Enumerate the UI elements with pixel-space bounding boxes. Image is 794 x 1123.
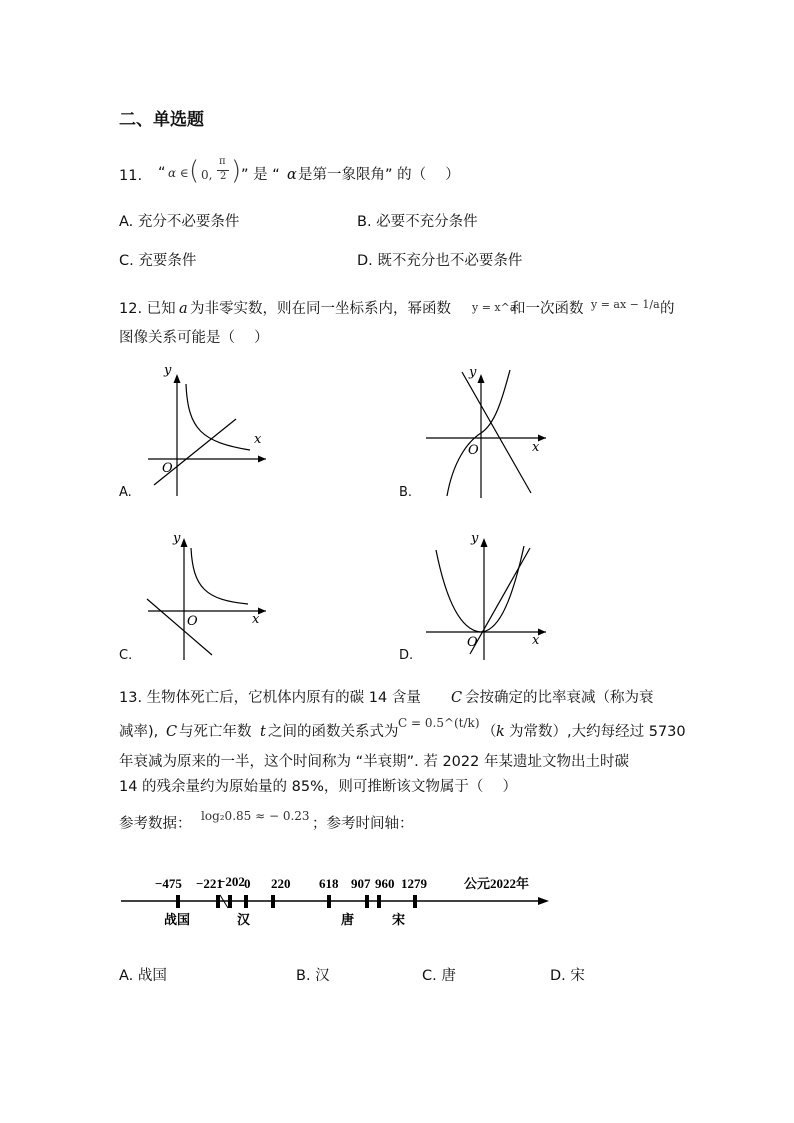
graph-c-power-curve <box>191 548 248 604</box>
q13-c2: C <box>166 724 178 740</box>
q13-l2-d: （ <box>482 724 497 740</box>
q12-part1: 为非零实数，则在同一坐标系内，幂函数 <box>190 301 451 317</box>
q12-f2: y = ax − 1/a <box>591 298 660 311</box>
tick-label-907: 907 <box>351 876 371 891</box>
q13-l1-b: 会按确定的比率衰减（称为衰 <box>465 690 654 706</box>
tick-label-618: 618 <box>319 876 339 891</box>
q13-l2-b: 与死亡年数 <box>179 724 252 740</box>
q13-option-a: A. 战国 <box>119 968 167 984</box>
q13-option-d: D. 宋 <box>550 968 585 984</box>
graph-d-label: D. <box>399 648 414 663</box>
tick-mark-neg475 <box>176 895 180 908</box>
graph-a-x-label: x <box>254 432 262 447</box>
q12-f1: y = x^a <box>472 301 517 314</box>
graph-c <box>140 526 280 666</box>
graph-a <box>140 362 280 502</box>
timeline <box>115 868 555 930</box>
graph-c-x-label: x <box>252 612 260 627</box>
q13-option-b: B. 汉 <box>296 968 330 984</box>
graph-a-label: A. <box>119 485 132 500</box>
tick-mark-neg221 <box>216 895 220 908</box>
q13-l2-c: 之间的函数关系式为 <box>268 724 399 740</box>
graph-d-y-arrow <box>481 538 488 547</box>
q12-a: a <box>179 301 188 317</box>
q11-number: 11. <box>119 168 143 184</box>
q11-paren-left: ( <box>189 156 200 186</box>
graph-b-y-arrow <box>478 374 485 383</box>
dynasty-label-han: 汉 <box>237 912 251 927</box>
q13-l3: 年衰减为原来的一半，这个时间称为 “半衰期”. 若 2022 年某遗址文物出土时碳 <box>119 754 629 770</box>
graph-b-label: B. <box>399 485 413 500</box>
q13-ref-formula: log₂0.85 ≈ − 0.23 <box>201 809 310 823</box>
q13-l1-a: 13. 生物体死亡后，它机体内原有的碳 14 含量 <box>119 690 421 706</box>
q11-two: 2 <box>220 171 227 182</box>
graph-c-y-arrow <box>181 538 188 547</box>
q13-option-c: C. 唐 <box>422 968 456 984</box>
q11-option-a: A. 充分不必要条件 <box>119 214 240 230</box>
graph-a-origin: O <box>162 461 173 476</box>
q13-l4: 14 的残余量约为原始量的 85%，则可推断该文物属于（ ） <box>119 779 518 795</box>
q11-option-b: B. 必要不充分条件 <box>357 214 478 230</box>
q11-zero: 0, <box>201 168 213 182</box>
dynasty-label-zhanguo: 战国 <box>164 912 191 927</box>
graph-b-x-label: x <box>532 440 540 455</box>
q12-line2: 图像关系可能是（ ） <box>119 330 269 346</box>
q13-l2-a: 减率), <box>119 724 159 740</box>
q11-alpha: α <box>287 167 297 183</box>
tick-label-0: 0 <box>244 876 251 891</box>
graph-a-power-curve <box>186 384 250 450</box>
tick-label-2022: 公元2022年 <box>464 876 530 891</box>
graph-d-line <box>470 548 530 654</box>
tick-label-1279: 1279 <box>401 876 427 891</box>
q11-open-quote: “ <box>158 165 166 181</box>
timeline-arrow <box>538 897 549 905</box>
q13-k: k <box>496 724 505 740</box>
q11-option-d: D. 既不充分也不必要条件 <box>357 253 523 269</box>
q11-mid: ” 是 “ <box>241 167 280 183</box>
q13-ref-tail: ；参考时间轴： <box>312 816 414 832</box>
section-title: 二、单选题 <box>119 110 204 130</box>
graph-c-label: C. <box>119 648 133 663</box>
dynasty-label-song: 宋 <box>392 912 406 927</box>
graph-c-y-label: y <box>173 531 181 546</box>
q13-c: C <box>451 690 463 706</box>
graph-c-origin: O <box>187 614 198 629</box>
q11-pi: π <box>219 156 226 167</box>
tick-mark-neg202 <box>228 895 232 908</box>
graph-b-line <box>462 372 531 493</box>
graph-d-power-curve <box>436 546 524 632</box>
q13-formula: C = 0.5^(t/k) <box>398 716 480 730</box>
q11-option-c: C. 充要条件 <box>119 253 197 269</box>
tick-label-neg475: −475 <box>155 876 182 891</box>
graph-d-x-label: x <box>532 633 540 648</box>
graph-d-origin: O <box>467 635 478 650</box>
q12-prefix: 12. 已知 <box>119 301 176 317</box>
tick-mark-907 <box>365 895 369 908</box>
q11-rest: 是第一象限角” 的（ ） <box>298 167 460 183</box>
q12-part2: 和一次函数 <box>511 301 584 317</box>
graph-b-y-label: y <box>469 365 477 380</box>
graph-d-y-label: y <box>471 531 479 546</box>
q11-paren-right: ) <box>231 156 242 186</box>
tick-mark-220 <box>271 895 275 908</box>
tick-mark-1279 <box>413 895 417 908</box>
q13-t: t <box>260 724 266 740</box>
graph-a-x-arrow <box>258 456 266 463</box>
q13-l2-e: 为常数）,大约每经过 5730 <box>509 724 686 740</box>
graph-b <box>420 362 560 502</box>
tick-label-960: 960 <box>375 876 395 891</box>
graph-c-line <box>147 599 212 655</box>
graph-a-y-arrow <box>174 374 181 383</box>
tick-mark-618 <box>327 895 331 908</box>
graph-a-y-label: y <box>164 363 172 378</box>
tick-mark-0 <box>244 895 248 908</box>
q12-part3: 的 <box>660 301 675 317</box>
tick-label-220: 220 <box>271 876 291 891</box>
tick-label-neg221: −221 <box>196 876 223 891</box>
graph-b-origin: O <box>468 443 479 458</box>
tick-label-neg202: −202 <box>218 874 245 889</box>
tick-mark-960 <box>377 895 381 908</box>
graph-d <box>420 526 560 666</box>
q13-ref-label: 参考数据： <box>119 816 192 832</box>
graph-b-power-curve <box>447 370 510 496</box>
dynasty-label-tang: 唐 <box>341 912 355 927</box>
q11-alpha-in: α ∈ <box>168 166 189 180</box>
